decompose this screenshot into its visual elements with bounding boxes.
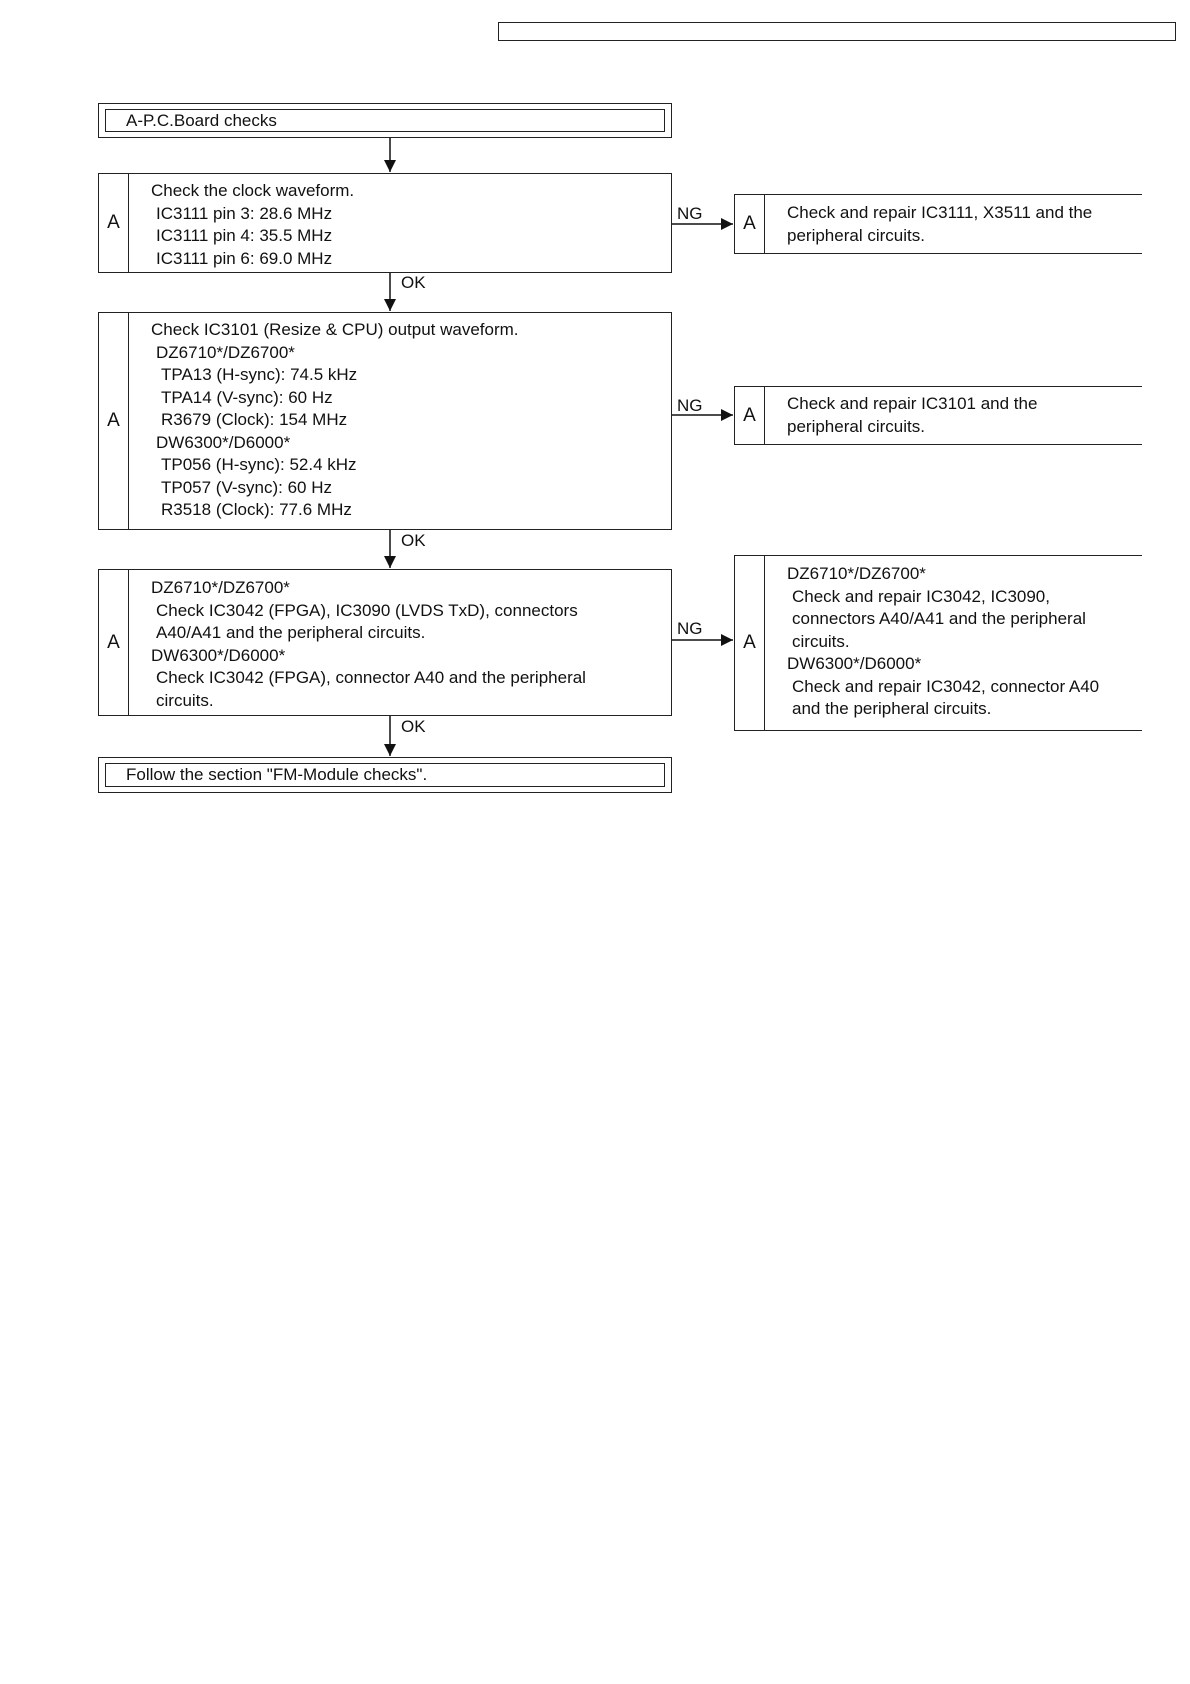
step-2-ok-label: OK	[401, 531, 426, 550]
step-1-ng-text	[787, 202, 1092, 247]
step-2-line-6: DW6300*/D6000*	[156, 432, 291, 452]
step-2-box	[98, 312, 672, 530]
step-2-line-3: TPA13 (H-sync): 74.5 kHz	[161, 365, 358, 384]
step-3-letter: A	[107, 631, 120, 653]
step-3-ng-line-3: connectors A40/A41 and the peripheral	[792, 609, 1086, 628]
step-3-ng-letter-column	[735, 556, 765, 730]
step-3-ng-line-6: Check and repair IC3042, connector A40	[792, 676, 1100, 696]
step-2-ng-line-1: Check and repair IC3101 and the	[787, 394, 1038, 413]
step-1-letter: A	[107, 212, 120, 233]
step-1-line-2: IC3111 pin 3: 28.6 MHz	[156, 203, 333, 223]
end-box-inner	[105, 763, 665, 787]
step-3-line-5: Check IC3042 (FPGA), connector A40 and the peripheral	[156, 668, 586, 687]
step-2-ng-label: NG	[677, 396, 703, 415]
step-2-line-5: R3679 (Clock): 154 MHz	[161, 410, 348, 429]
step-3-ng-letter: A	[743, 632, 756, 653]
step-1-line-3: IC3111 pin 4: 35.5 MHz	[156, 226, 333, 245]
start-box-inner	[105, 109, 665, 132]
step-3-ng-box	[734, 555, 1142, 731]
step-3-ng-line-7: and the peripheral circuits.	[792, 699, 992, 718]
step-3-text	[151, 577, 586, 712]
step-3-ng-label: NG	[677, 619, 703, 638]
step-1-line-1: Check the clock waveform.	[151, 181, 355, 200]
step-2-ng-line-2: peripheral circuits.	[787, 416, 925, 436]
step-3-line-1: DZ6710*/DZ6700*	[151, 578, 290, 597]
step-3-line-6: circuits.	[156, 690, 214, 710]
end-box	[98, 757, 672, 793]
step-3-ng-line-5: DW6300*/D6000*	[787, 654, 922, 673]
step-3-line-4: DW6300*/D6000*	[151, 645, 286, 665]
step-1-ng-line-1: Check and repair IC3111, X3511 and the	[787, 203, 1093, 222]
end-title: Follow the section "FM-Module checks".	[126, 765, 428, 784]
step-2-line-1: Check IC3101 (Resize & CPU) output waveform.	[151, 320, 519, 339]
step-2-line-2: DZ6710*/DZ6700*	[156, 342, 295, 362]
step-3-line-3: A40/A41 and the peripheral circuits.	[156, 623, 426, 642]
step-2-ng-letter-column	[735, 387, 765, 444]
step-3-line-2: Check IC3042 (FPGA), IC3090 (LVDS TxD), connectors	[156, 600, 578, 620]
step-3-ok-label: OK	[401, 717, 426, 736]
step-3-ng-line-1: DZ6710*/DZ6700*	[787, 564, 926, 583]
step-3-box	[98, 569, 672, 716]
step-2-line-9: R3518 (Clock): 77.6 MHz	[161, 500, 352, 519]
step-1-ok-label: OK	[401, 273, 426, 292]
step-2-line-8: TP057 (V-sync): 60 Hz	[161, 477, 333, 497]
step-2-letter-column	[99, 313, 129, 529]
step-2-ng-box	[734, 386, 1142, 445]
step-2-ng-text	[787, 393, 1037, 438]
step-1-ng-letter-column	[735, 195, 765, 253]
step-1-ng-box	[734, 194, 1142, 254]
step-1-text	[151, 180, 354, 270]
step-1-ng-letter: A	[743, 213, 756, 234]
step-3-ng-line-4: circuits.	[792, 631, 850, 651]
step-2-line-4: TPA14 (V-sync): 60 Hz	[161, 387, 333, 407]
start-title: A-P.C.Board checks	[126, 110, 277, 130]
step-2-line-7: TP056 (H-sync): 52.4 kHz	[161, 455, 357, 474]
step-2-letter: A	[107, 410, 120, 431]
step-2-text	[151, 319, 519, 522]
start-box	[98, 103, 672, 138]
step-3-ng-line-2: Check and repair IC3042, IC3090,	[792, 586, 1050, 606]
step-3-ng-text	[787, 563, 1099, 721]
step-1-ng-label: NG	[677, 204, 703, 223]
step-3-letter-column	[99, 570, 129, 715]
step-1-ng-line-2: peripheral circuits.	[787, 225, 925, 245]
step-2-ng-letter: A	[743, 404, 756, 426]
step-1-letter-column	[99, 174, 129, 272]
step-1-box	[98, 173, 672, 273]
step-1-line-4: IC3111 pin 6: 69.0 MHz	[156, 248, 333, 268]
